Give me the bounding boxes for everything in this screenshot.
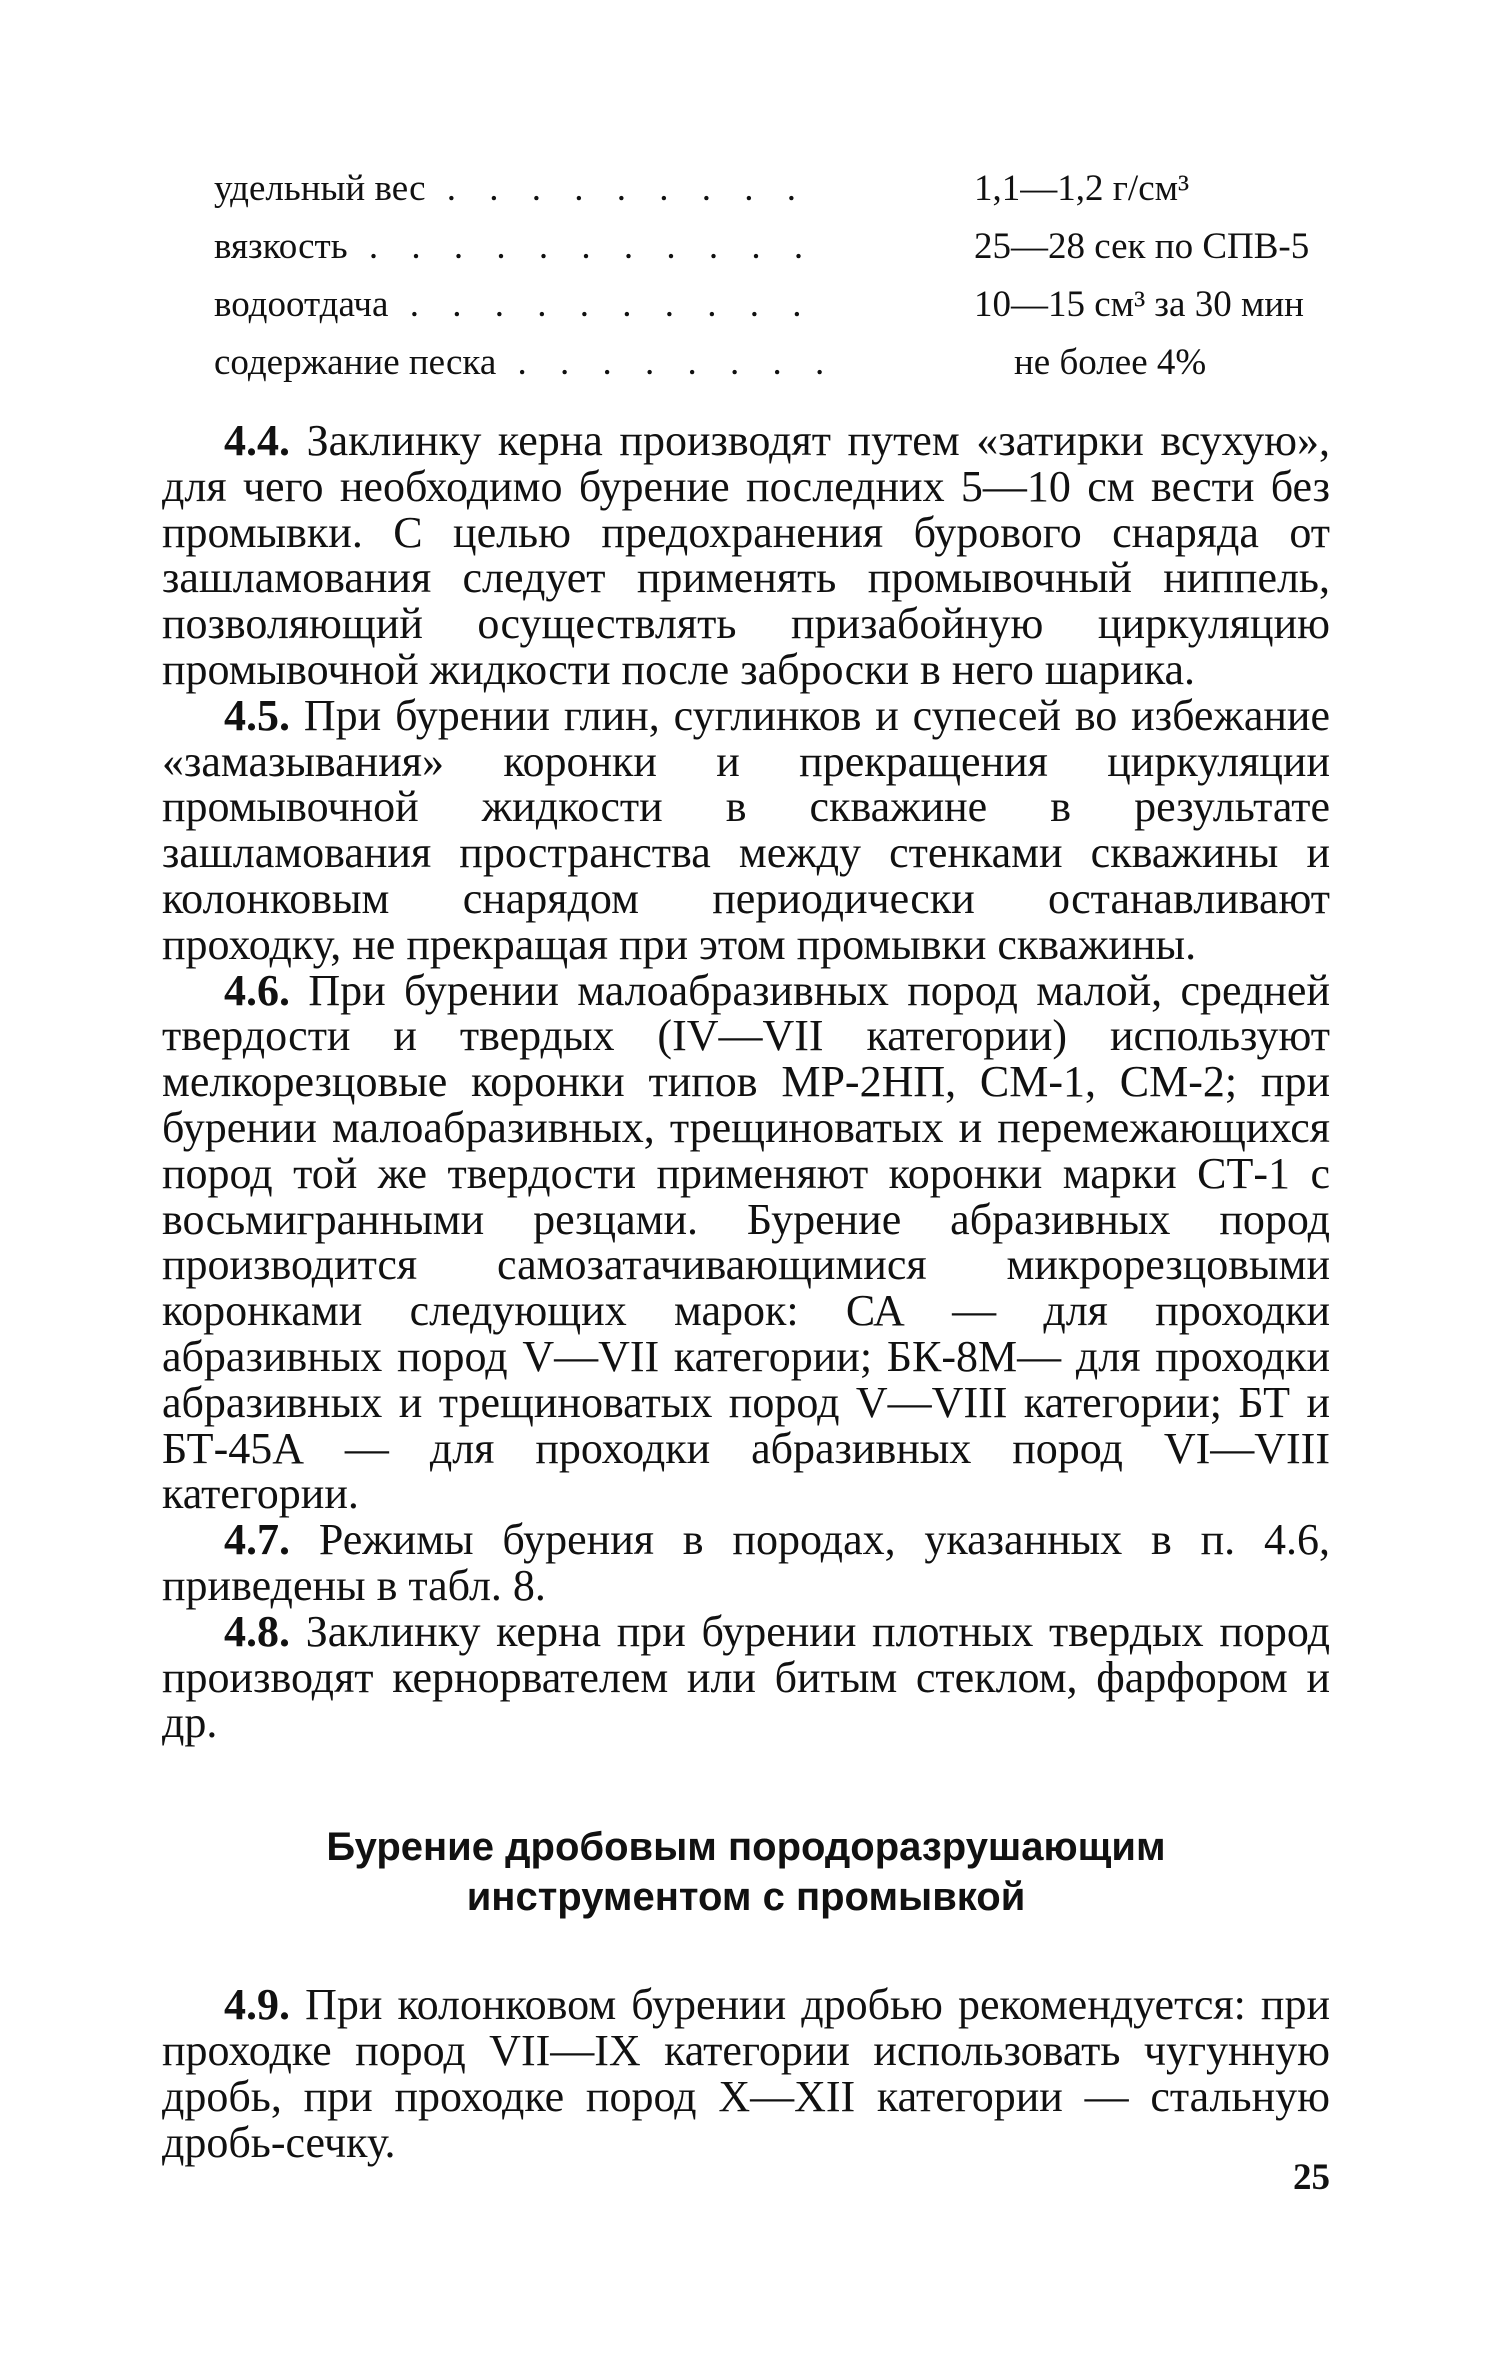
paragraph-number: 4.7. (224, 1515, 290, 1565)
body-text (162, 418, 1330, 2165)
paragraph-text: Заклинку керна при бурении плотных твердых пород производят кернорвателем или битым стеклом, фарфором и др. (162, 1606, 1330, 1748)
document-page (162, 0, 1330, 2362)
spec-value: 1,1—1,2 г/см³ (974, 168, 1190, 209)
paragraph-4-4 (162, 418, 1330, 693)
spec-label: удельный вес . . . . . . . . . (214, 168, 808, 209)
mud-properties-table (214, 160, 1310, 392)
paragraph-text: При бурении глин, суглинков и супесей во избежание «замазывания» коронки и прекращения циркуляции промывочной жидкости в скважине в результате зашламования пространства между стенками скважины и колонковым снарядом периодически останавливают проходку, не прекращая при этом промывки скважины. (162, 690, 1330, 969)
page-number: 25 (1293, 2157, 1330, 2198)
dot-leader: . . . . . . . . . . . (347, 226, 816, 267)
spec-label: водоотдача . . . . . . . . . . (214, 284, 814, 325)
paragraph-number: 4.9. (224, 1980, 290, 2030)
dot-leader: . . . . . . . . (496, 342, 837, 383)
spec-row (214, 276, 1304, 334)
section-heading (162, 1822, 1330, 1922)
spec-row (214, 334, 1294, 392)
paragraph-number: 4.4. (224, 416, 290, 465)
heading-line: Бурение дробовым породоразрушающим (326, 1825, 1166, 1870)
spec-row (214, 160, 1294, 218)
spec-label: содержание песка . . . . . . . . (214, 342, 837, 383)
paragraph-number: 4.8. (224, 1606, 290, 1656)
paragraph-4-8 (162, 1606, 1330, 1748)
paragraph-text: Заклинку керна производят путем «затирки всухую», для чего необходимо бурение последних 5—10 см вести без промывки. С целью предохранения бурового снаряда от зашламования следует применять промывочный ниппель, позволяющий осуществлять призабойную циркуляцию промывочной жидкости после заброски в него шарика. (162, 416, 1330, 694)
dot-leader: . . . . . . . . . . (388, 284, 814, 325)
paragraph-4-7 (162, 1517, 1330, 1609)
paragraph-4-9 (162, 1982, 1330, 2165)
heading-line: инструментом с промывкой (466, 1875, 1026, 1920)
spec-value: 25—28 сек по СПВ-5 (974, 226, 1310, 267)
spec-value: 10—15 см³ за 30 мин (974, 284, 1304, 325)
paragraph-4-6 (162, 965, 1331, 1519)
paragraph-text: При бурении малоабразивных пород малой, средней твердости и твердых (IV—VII категории) используют мелкорезцовые коронки типов МР-2НП, СМ-1, СМ-2; при бурении малоабразивных, трещиноватых и перемежающихся пород той же твердости применяют коронки марки СТ-1 с восьмигранными резцами. Бурение абразивных пород производится самозатачивающимися микрорезцовыми коронками следующих марок: СА — для проходки абразивных пород V—VII категории; БК-8М— для проходки абразивных и трещиноватых пород V—VIII категории; БТ и БТ-45А — для проходки абразивных пород VI—VIII категории. (162, 965, 1331, 1519)
paragraph-4-5 (162, 690, 1330, 969)
paragraph-text: При колонковом бурении дробью рекомендуется: при проходке пород VII—IX категории использовать чугунную дробь, при проходке пород X—XII категории — стальную дробь-сечку. (162, 1980, 1331, 2167)
dot-leader: . . . . . . . . . (425, 168, 808, 209)
paragraph-number: 4.5. (224, 690, 290, 740)
paragraph-number: 4.6. (224, 965, 290, 1015)
spec-label: вязкость . . . . . . . . . . . (214, 226, 816, 267)
spec-row (214, 218, 1310, 276)
paragraph-text: Режимы бурения в породах, указанных в п. 4.6, приведены в табл. 8. (162, 1515, 1331, 1610)
spec-value: не более 4% (1014, 342, 1207, 383)
